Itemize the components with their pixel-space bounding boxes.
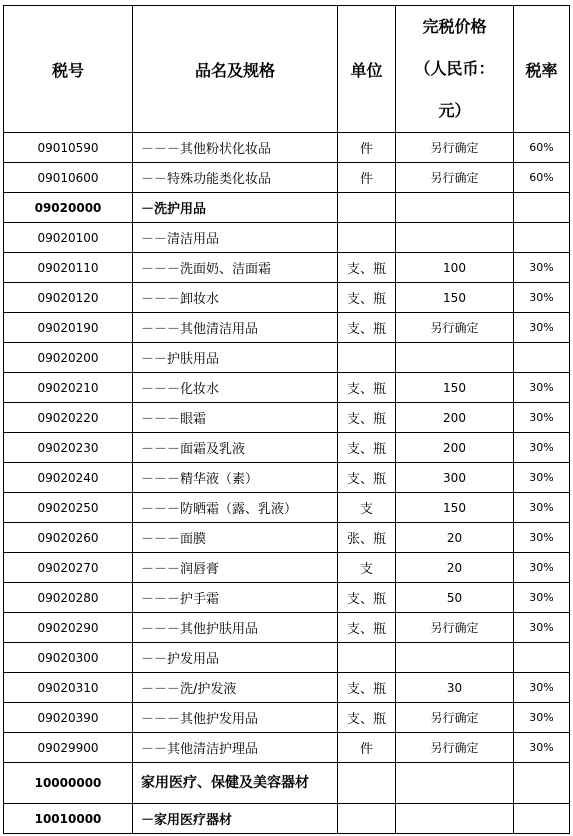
cell-rate: [514, 804, 570, 834]
cell-name: －－－其他粉状化妆品: [133, 133, 338, 163]
cell-code: 09020290: [4, 613, 133, 643]
cell-unit: [338, 804, 396, 834]
cell-rate: 30%: [514, 493, 570, 523]
cell-name: －－护肤用品: [133, 343, 338, 373]
cell-price: [396, 343, 514, 373]
cell-rate: 30%: [514, 553, 570, 583]
cell-unit: 支、瓶: [338, 463, 396, 493]
cell-price: 200: [396, 433, 514, 463]
cell-price: [396, 763, 514, 804]
table-row: [4, 253, 570, 283]
cell-code: 09020260: [4, 523, 133, 553]
cell-rate: [514, 763, 570, 804]
cell-name: －－清洁用品: [133, 223, 338, 253]
table-row: [4, 163, 570, 193]
cell-price: 200: [396, 403, 514, 433]
cell-name: －－－防晒霜（露、乳液）: [133, 493, 338, 523]
cell-rate: 30%: [514, 733, 570, 763]
table-row: [4, 283, 570, 313]
cell-name: －－－其他护肤用品: [133, 613, 338, 643]
table-row: [4, 703, 570, 733]
cell-code: 09010600: [4, 163, 133, 193]
cell-name: －－－精华液（素）: [133, 463, 338, 493]
cell-unit: 支: [338, 493, 396, 523]
cell-code: 09020120: [4, 283, 133, 313]
cell-unit: 支: [338, 553, 396, 583]
cell-rate: 30%: [514, 283, 570, 313]
cell-rate: 30%: [514, 313, 570, 343]
cell-name: －－其他清洁护理品: [133, 733, 338, 763]
cell-code: 09020280: [4, 583, 133, 613]
cell-rate: 30%: [514, 583, 570, 613]
cell-rate: 30%: [514, 673, 570, 703]
cell-name: －－－眼霜: [133, 403, 338, 433]
cell-rate: 30%: [514, 463, 570, 493]
cell-rate: 60%: [514, 163, 570, 193]
cell-rate: 30%: [514, 403, 570, 433]
cell-unit: [338, 343, 396, 373]
table-row: [4, 133, 570, 163]
table-row: [4, 613, 570, 643]
table-row: [4, 763, 570, 804]
cell-code: 09010590: [4, 133, 133, 163]
cell-name: 家用医疗、保健及美容器材: [133, 763, 338, 804]
cell-unit: 件: [338, 163, 396, 193]
cell-price: [396, 804, 514, 834]
header-price-line-2: （人民币：: [414, 59, 495, 78]
cell-rate: [514, 223, 570, 253]
cell-name: －－－其他护发用品: [133, 703, 338, 733]
header-price-line-3: 元）: [438, 101, 471, 120]
table-row: [4, 493, 570, 523]
cell-price: 100: [396, 253, 514, 283]
cell-code: 09020110: [4, 253, 133, 283]
table-row: [4, 463, 570, 493]
cell-unit: 支、瓶: [338, 583, 396, 613]
cell-code: 09020270: [4, 553, 133, 583]
cell-code: 09020220: [4, 403, 133, 433]
cell-code: 10000000: [4, 763, 133, 804]
cell-code: 09029900: [4, 733, 133, 763]
cell-unit: 支、瓶: [338, 313, 396, 343]
cell-unit: 支、瓶: [338, 613, 396, 643]
cell-name: －－－卸妆水: [133, 283, 338, 313]
cell-rate: 30%: [514, 613, 570, 643]
cell-code: 09020240: [4, 463, 133, 493]
cell-price: 另行确定: [396, 703, 514, 733]
cell-price: 另行确定: [396, 133, 514, 163]
cell-name: －－特殊功能类化妆品: [133, 163, 338, 193]
cell-unit: 支、瓶: [338, 373, 396, 403]
cell-unit: 支、瓶: [338, 403, 396, 433]
cell-rate: 30%: [514, 373, 570, 403]
cell-name: －家用医疗器材: [133, 804, 338, 834]
table-row: [4, 523, 570, 553]
cell-rate: [514, 343, 570, 373]
cell-unit: 件: [338, 733, 396, 763]
table-row: [4, 733, 570, 763]
cell-name: －－－润唇膏: [133, 553, 338, 583]
cell-unit: [338, 763, 396, 804]
cell-price: 20: [396, 523, 514, 553]
table-row: [4, 673, 570, 703]
header-code: 税号: [4, 6, 133, 133]
header-row: [4, 6, 570, 133]
cell-rate: 30%: [514, 253, 570, 283]
table-row: [4, 403, 570, 433]
table-row: [4, 804, 570, 834]
cell-unit: 支、瓶: [338, 283, 396, 313]
cell-rate: 30%: [514, 433, 570, 463]
table-row: [4, 373, 570, 403]
cell-code: 09020250: [4, 493, 133, 523]
cell-name: －－－洗面奶、洁面霜: [133, 253, 338, 283]
cell-unit: 张、瓶: [338, 523, 396, 553]
cell-unit: [338, 643, 396, 673]
table-row: [4, 343, 570, 373]
cell-name: －洗护用品: [133, 193, 338, 223]
cell-code: 09020230: [4, 433, 133, 463]
header-price-line-1: 完税价格: [422, 17, 487, 36]
cell-price: 另行确定: [396, 733, 514, 763]
cell-rate: [514, 193, 570, 223]
cell-price: 150: [396, 493, 514, 523]
cell-price: 150: [396, 373, 514, 403]
cell-code: 09020200: [4, 343, 133, 373]
cell-price: 20: [396, 553, 514, 583]
table-row: [4, 313, 570, 343]
cell-code: 09020210: [4, 373, 133, 403]
table-row: [4, 553, 570, 583]
cell-price: [396, 193, 514, 223]
cell-name: －－－化妆水: [133, 373, 338, 403]
cell-code: 09020000: [4, 193, 133, 223]
cell-price: 另行确定: [396, 313, 514, 343]
cell-price: 另行确定: [396, 613, 514, 643]
cell-rate: 30%: [514, 703, 570, 733]
header-name: 品名及规格: [133, 6, 338, 133]
cell-price: 50: [396, 583, 514, 613]
cell-unit: 支、瓶: [338, 703, 396, 733]
cell-rate: 60%: [514, 133, 570, 163]
cell-unit: 支、瓶: [338, 433, 396, 463]
cell-code: 09020310: [4, 673, 133, 703]
cell-price: 150: [396, 283, 514, 313]
cell-price: [396, 643, 514, 673]
cell-code: 09020190: [4, 313, 133, 343]
cell-unit: [338, 193, 396, 223]
cell-name: －－－面膜: [133, 523, 338, 553]
table-row: [4, 643, 570, 673]
cell-name: －－护发用品: [133, 643, 338, 673]
tariff-table: [3, 5, 570, 834]
cell-code: 09020100: [4, 223, 133, 253]
cell-rate: [514, 643, 570, 673]
cell-rate: 30%: [514, 523, 570, 553]
cell-unit: 支、瓶: [338, 673, 396, 703]
cell-price: 300: [396, 463, 514, 493]
cell-unit: 件: [338, 133, 396, 163]
table-row: [4, 223, 570, 253]
cell-unit: [338, 223, 396, 253]
cell-code: 09020390: [4, 703, 133, 733]
cell-price: 另行确定: [396, 163, 514, 193]
cell-unit: 支、瓶: [338, 253, 396, 283]
cell-price: 30: [396, 673, 514, 703]
cell-name: －－－护手霜: [133, 583, 338, 613]
header-unit: 单位: [338, 6, 396, 133]
header-price: [396, 6, 514, 133]
cell-name: －－－面霜及乳液: [133, 433, 338, 463]
cell-code: 10010000: [4, 804, 133, 834]
header-rate: 税率: [514, 6, 570, 133]
table-body: [4, 133, 570, 834]
cell-code: 09020300: [4, 643, 133, 673]
cell-name: －－－洗/护发液: [133, 673, 338, 703]
table-row: [4, 583, 570, 613]
table-row: [4, 193, 570, 223]
cell-name: －－－其他清洁用品: [133, 313, 338, 343]
cell-price: [396, 223, 514, 253]
table-row: [4, 433, 570, 463]
